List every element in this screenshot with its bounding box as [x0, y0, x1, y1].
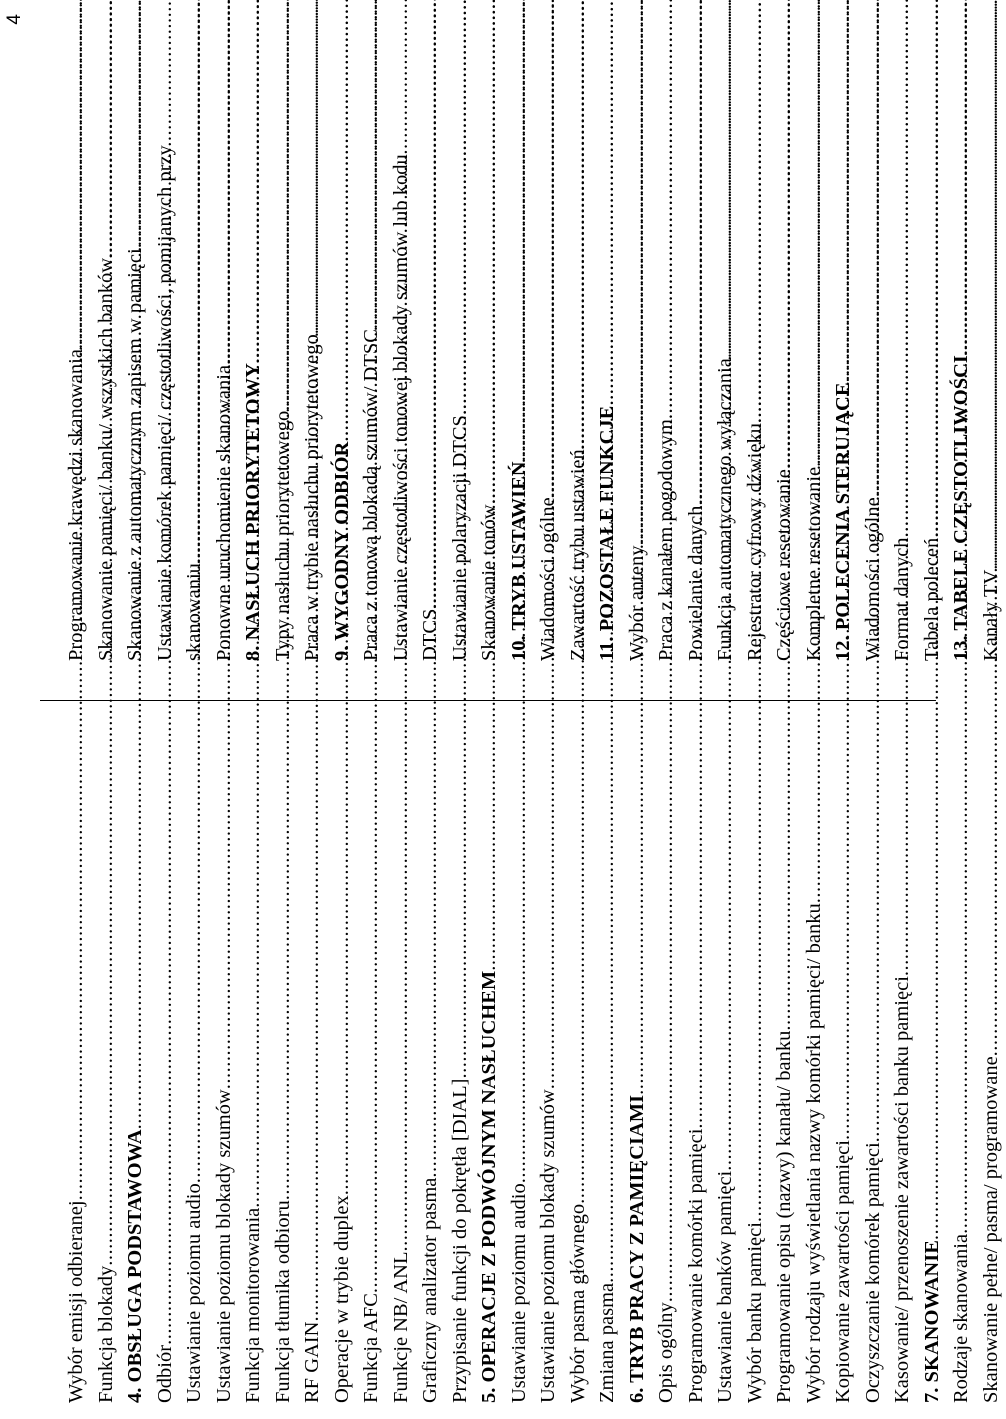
- dot-leader: [682, 0, 712, 506]
- dot-leader: [475, 0, 505, 504]
- toc-entry-title-continued: DTCS: [419, 608, 441, 661]
- toc-entry-title: Programowanie krawędzi skanowania: [65, 349, 87, 661]
- toc-entry: [888, 739, 918, 1403]
- toc-entry-title: 7. SKANOWANIE: [920, 1240, 943, 1403]
- toc-entry-title: Funkcja monitorowania: [242, 1207, 264, 1403]
- toc-entry-title: Ustawianie polaryzacji DTCS: [448, 415, 471, 661]
- toc-entry: [711, 739, 741, 1403]
- dot-leader: [446, 0, 476, 415]
- toc-section-heading: [505, 55, 535, 661]
- toc-entry: [446, 55, 476, 661]
- toc-entry: [918, 55, 948, 661]
- dot-leader: [357, 0, 387, 329]
- toc-section-heading: [623, 739, 653, 1403]
- toc-entry-title: Ustawianie komórek pamięci/ częstotliwości, pomijanych przy: [153, 145, 176, 661]
- dot-leader: [977, 0, 1006, 570]
- toc-section-heading: [593, 55, 623, 661]
- toc-entry: [652, 55, 682, 661]
- dot-leader: [92, 0, 122, 258]
- toc-entry-title: Kasowanie/ przenoszenie zawartości banku pamięci: [891, 976, 913, 1403]
- toc-entry: [534, 55, 564, 661]
- toc-entry: [180, 739, 210, 1403]
- dot-leader: [652, 0, 682, 419]
- toc-entry: [711, 55, 741, 661]
- toc-entry: [92, 739, 122, 1403]
- dot-leader: [888, 0, 918, 537]
- toc-entry: [652, 739, 682, 1403]
- toc-entry-title: Ponowne uruchomienie skanowania: [212, 364, 235, 661]
- dot-leader: [239, 0, 269, 363]
- toc-entry: [977, 55, 1006, 661]
- toc-entry-title: Praca z kanałem pogodowym: [655, 419, 677, 661]
- toc-entry: [239, 739, 269, 1403]
- toc-entry-title: Wybór anteny: [625, 545, 648, 661]
- toc-entry: [210, 55, 240, 661]
- toc-entry-title: Wybór rodzaju wyświetlania nazwy komórki pamięci/ banku: [802, 903, 825, 1403]
- toc-entry: [357, 55, 387, 661]
- toc-entry: [682, 55, 712, 661]
- toc-entry-title: Zawartość trybu ustawień: [566, 449, 589, 661]
- toc-entry-title: Graficzny analizator pasma: [419, 1177, 441, 1403]
- toc-entry: [151, 55, 181, 661]
- toc-section-heading: [947, 55, 977, 661]
- toc-entry-title: Kanały TV: [979, 569, 1002, 661]
- toc-entry: [593, 739, 623, 1403]
- toc-entry: [357, 739, 387, 1403]
- toc-entry: [328, 739, 358, 1403]
- toc-entry: [446, 739, 476, 1403]
- toc-entry: [859, 55, 889, 661]
- toc-entry-title: Programowanie opisu (nazwy) kanału/ banku: [773, 1030, 795, 1403]
- toc-entry-title: Programowanie komórki pamięci: [684, 1128, 707, 1403]
- toc-entry: [682, 739, 712, 1403]
- dot-leader: [505, 0, 535, 461]
- toc-entry-title: Ustawianie poziomu audio: [507, 1183, 530, 1403]
- toc-entry: [210, 739, 240, 1403]
- toc-entry-title: Wybór banku pamięci: [743, 1222, 766, 1403]
- toc-entry-title: Powielanie danych: [684, 505, 707, 661]
- toc-entry-title: 9. WYGODNY ODBIÓR: [330, 441, 353, 661]
- toc-entry-title: Funkcja tłumika odbioru: [271, 1200, 294, 1403]
- toc-right-column: [62, 55, 1006, 661]
- toc-entry: [62, 739, 92, 1403]
- dot-leader: [711, 0, 741, 358]
- toc-entry-title: Format danych: [891, 537, 913, 661]
- toc-entry-title: Tabela poleceń: [920, 537, 943, 661]
- toc-entry: [947, 739, 977, 1403]
- toc-entry: [298, 739, 328, 1403]
- toc-entry-title: Zmiana pasma: [596, 1282, 618, 1403]
- toc-entry: [741, 739, 771, 1403]
- toc-entry: [564, 55, 594, 661]
- toc-entry-title: Ustawianie poziomu blokady szumów: [537, 1089, 559, 1403]
- toc-entry-title: Skanowanie pełne/ pasma/ programowane: [979, 1056, 1002, 1403]
- toc-entry-title: 13. TABELE CZĘSTOTLIWOŚCI: [950, 355, 972, 661]
- toc-entry: [475, 55, 505, 661]
- page-number: 4: [4, 14, 25, 25]
- dot-leader: [918, 0, 948, 538]
- toc-entry: [269, 55, 299, 661]
- toc-entry-title: 5. OPERACJE Z PODWÓJNYM NASŁUCHEM: [478, 970, 500, 1403]
- dot-leader: [121, 0, 151, 248]
- dot-leader: [770, 0, 800, 469]
- toc-entry-title: Ustawianie poziomu blokady szumów: [212, 1089, 235, 1403]
- toc-entry-title: Kompletne resetowanie: [802, 466, 825, 661]
- dot-leader: [416, 0, 446, 609]
- toc-entry: [564, 739, 594, 1403]
- toc-entry-title: Ustawianie banków pamięci: [714, 1170, 736, 1403]
- toc-section-heading: [918, 739, 948, 1403]
- toc-entry-title: Skanowanie pamięci/ banku/ wszystkich banków: [94, 257, 117, 661]
- dot-leader: [829, 0, 859, 382]
- toc-entry: [92, 55, 122, 661]
- toc-entry: [505, 739, 535, 1403]
- dot-leader: [947, 0, 977, 355]
- toc-entry: [416, 739, 446, 1403]
- toc-entry-title: Ustawianie częstotliwości tonowej blokady szumów lub kodu: [389, 154, 412, 661]
- toc-entry-title: Praca w trybie nasłuchu priorytetowego: [301, 334, 323, 661]
- toc-entry: [770, 55, 800, 661]
- toc-section-heading: [829, 55, 859, 661]
- toc-entry-title: RF GAIN: [301, 1321, 323, 1403]
- toc-entry-title-continued: skanowaniu: [183, 563, 205, 661]
- toc-entry-title: Funkcja blokady: [94, 1265, 117, 1403]
- dot-leader: [180, 0, 210, 563]
- dot-leader: [534, 0, 564, 497]
- toc-entry: [151, 739, 181, 1403]
- toc-entry-title: Funkcja AFC: [360, 1293, 382, 1403]
- toc-entry-title: Częściowe resetowanie: [773, 469, 795, 661]
- toc-entry-title: 10. TRYB USTAWIEŃ: [507, 461, 530, 661]
- toc-entry: [859, 739, 889, 1403]
- toc-entry-title: Skanowanie z automatycznym zapisem w pamięci: [124, 248, 146, 661]
- dot-leader: [298, 0, 328, 334]
- toc-entry-title: Oczyszczanie komórek pamięci: [861, 1142, 884, 1403]
- toc-entry-title: 6. TRYB PRACY Z PAMIĘCIAMI: [625, 1094, 648, 1403]
- toc-entry-title: Opis ogólny: [655, 1302, 677, 1403]
- toc-entry: [387, 739, 417, 1403]
- dot-leader: [269, 0, 299, 411]
- toc-entry-title: Praca z tonową blokadą szumów/ DTSC: [360, 329, 382, 661]
- toc-entry: [121, 55, 151, 661]
- toc-section-heading: [475, 739, 505, 1403]
- toc-entry-title: Wybór pasma głównego: [566, 1203, 589, 1403]
- toc-entry-title: Odbiór: [153, 1344, 176, 1403]
- toc-entry-title: Operacje w trybie duplex: [330, 1195, 353, 1403]
- toc-entry-title: Skanowanie tonów: [478, 504, 500, 661]
- toc-entry: [829, 739, 859, 1403]
- toc-entry: [770, 739, 800, 1403]
- toc-entry-title: Wiadomości ogólne: [861, 497, 884, 661]
- toc-entry: [800, 739, 830, 1403]
- toc-entry: [269, 739, 299, 1403]
- toc-entry-title: Wybór emisji odbieranej: [65, 1200, 87, 1403]
- dot-leader: [741, 0, 771, 423]
- toc-entry: [298, 55, 328, 661]
- toc-entry: [741, 55, 771, 661]
- dot-leader: [328, 0, 358, 442]
- toc-entry: [534, 739, 564, 1403]
- toc-entry: [62, 55, 92, 661]
- toc-entry-title: 8. NASŁUCH PRIORYTETOWY: [242, 363, 264, 661]
- toc-entry-title: Rodzaje skanowania: [950, 1233, 972, 1403]
- toc-entry-title: Typy nasłuchu priorytetowego: [271, 410, 294, 661]
- dot-leader: [62, 0, 92, 349]
- toc-section-heading: [121, 739, 151, 1403]
- toc-section-heading: [328, 55, 358, 661]
- toc-entry: [977, 739, 1006, 1403]
- toc-entry-continuation: [416, 55, 446, 661]
- toc-section-heading: [239, 55, 269, 661]
- toc-entry-title: Funkcje NB/ ANL: [389, 1251, 412, 1403]
- toc-entry-title: Funkcja automatycznego wyłączania: [714, 358, 736, 661]
- dot-leader: [623, 0, 653, 546]
- toc-entry: [888, 55, 918, 661]
- dot-leader: [564, 0, 594, 449]
- toc-entry-title: 11. POZOSTAŁE FUNKCJE: [596, 405, 618, 661]
- toc-entry-title: Ustawianie poziomu audio: [183, 1183, 205, 1403]
- column-divider: [40, 700, 936, 701]
- toc-entry-continuation: [180, 55, 210, 661]
- toc-entry-title: Kopiowanie zawartości pamięci: [832, 1140, 854, 1403]
- dot-leader: [593, 0, 623, 406]
- toc-entry: [800, 55, 830, 661]
- toc-entry: [387, 55, 417, 661]
- toc-entry-title: Przypisanie funkcji do pokrętła [DIAL]: [448, 1078, 471, 1403]
- dot-leader: [859, 0, 889, 497]
- dot-leader: [210, 0, 240, 365]
- toc-entry-title: Rejestrator cyfrowy dźwięku: [743, 423, 766, 661]
- toc-left-column: [62, 739, 1006, 1403]
- toc-entry: [623, 55, 653, 661]
- toc-entry-title: 12. POLECENIA STERUJĄCE: [832, 382, 854, 661]
- toc-entry-title: Wiadomości ogólne: [537, 497, 559, 661]
- dot-leader: [800, 0, 830, 467]
- toc-entry-title: 4. OBSŁUGA PODSTAWOWA: [124, 1129, 146, 1403]
